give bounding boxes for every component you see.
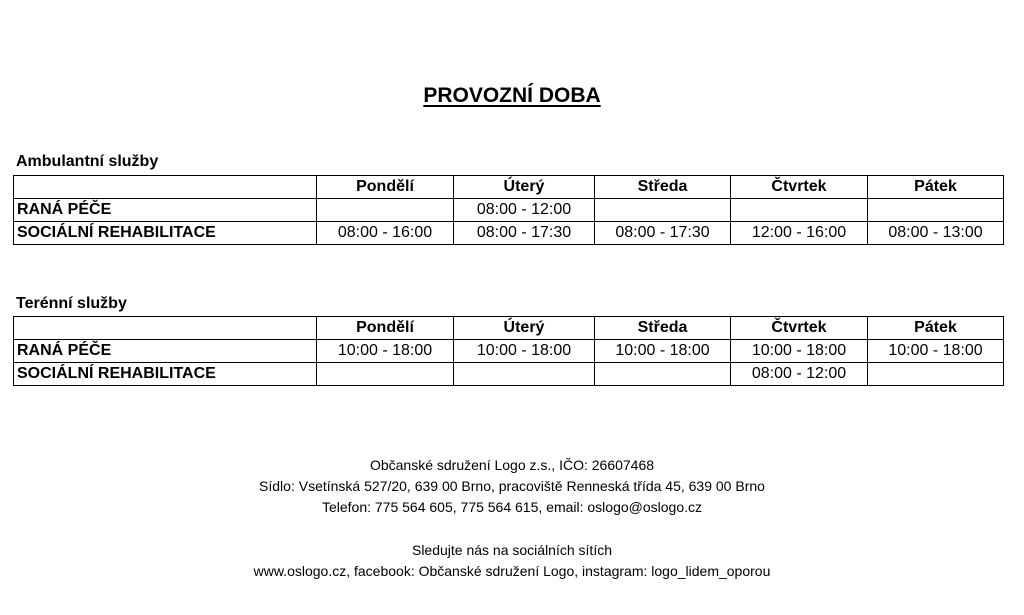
terenni-table xyxy=(13,316,1004,386)
header-day: Středa xyxy=(595,317,731,340)
footer-social xyxy=(0,540,1024,582)
hours-cell xyxy=(731,199,868,222)
page-title xyxy=(0,84,1024,108)
header-day: Úterý xyxy=(454,317,595,340)
hours-cell: 10:00 - 18:00 xyxy=(868,340,1004,363)
hours-cell: 10:00 - 18:00 xyxy=(595,340,731,363)
hours-cell xyxy=(868,363,1004,386)
header-day: Úterý xyxy=(454,176,595,199)
footer-org-line: Občanské sdružení Logo z.s., IČO: 26607468 xyxy=(369,457,655,473)
hours-cell: 10:00 - 18:00 xyxy=(454,340,595,363)
table-row xyxy=(14,363,1004,386)
row-label: RANÁ PÉČE xyxy=(14,340,317,363)
footer-contact xyxy=(0,455,1024,518)
table-header-row xyxy=(14,176,1004,199)
hours-cell xyxy=(454,363,595,386)
table-row xyxy=(14,199,1004,222)
header-day: Pondělí xyxy=(317,176,454,199)
hours-cell xyxy=(317,363,454,386)
hours-cell: 08:00 - 17:30 xyxy=(454,222,595,245)
hours-cell: 08:00 - 12:00 xyxy=(731,363,868,386)
hours-cell: 10:00 - 18:00 xyxy=(731,340,868,363)
table-row xyxy=(14,340,1004,363)
footer-social-links: www.oslogo.cz, facebook: Občanské sdružení Logo, instagram: logo_lidem_oporou xyxy=(253,563,771,579)
footer-address-line: Sídlo: Vsetínská 527/20, 639 00 Brno, pracoviště Renneská třída 45, 639 00 Brno xyxy=(259,478,765,494)
footer-social-heading: Sledujte nás na sociálních sítích xyxy=(411,542,612,558)
hours-cell xyxy=(595,199,731,222)
row-label: RANÁ PÉČE xyxy=(14,199,317,222)
header-day: Pátek xyxy=(868,317,1004,340)
hours-cell: 12:00 - 16:00 xyxy=(731,222,868,245)
table-row xyxy=(14,222,1004,245)
hours-cell: 08:00 - 13:00 xyxy=(868,222,1004,245)
page-title-text: PROVOZNÍ DOBA xyxy=(423,84,601,107)
footer-phone-line: Telefon: 775 564 605, 775 564 615, email: oslogo@oslogo.cz xyxy=(321,499,703,515)
header-day: Středa xyxy=(595,176,731,199)
terenni-heading: Terénní služby xyxy=(16,295,127,312)
header-blank xyxy=(14,317,317,340)
hours-cell: 10:00 - 18:00 xyxy=(317,340,454,363)
row-label: SOCIÁLNÍ REHABILITACE xyxy=(14,363,317,386)
ambulantni-heading: Ambulantní služby xyxy=(16,153,159,170)
header-day: Pondělí xyxy=(317,317,454,340)
hours-cell: 08:00 - 16:00 xyxy=(317,222,454,245)
hours-cell: 08:00 - 17:30 xyxy=(595,222,731,245)
hours-cell: 08:00 - 12:00 xyxy=(454,199,595,222)
ambulantni-table xyxy=(13,175,1004,245)
header-blank xyxy=(14,176,317,199)
hours-cell xyxy=(595,363,731,386)
header-day: Čtvrtek xyxy=(731,317,868,340)
header-day: Čtvrtek xyxy=(731,176,868,199)
row-label: SOCIÁLNÍ REHABILITACE xyxy=(14,222,317,245)
table-header-row xyxy=(14,317,1004,340)
header-day: Pátek xyxy=(868,176,1004,199)
hours-cell xyxy=(317,199,454,222)
hours-cell xyxy=(868,199,1004,222)
